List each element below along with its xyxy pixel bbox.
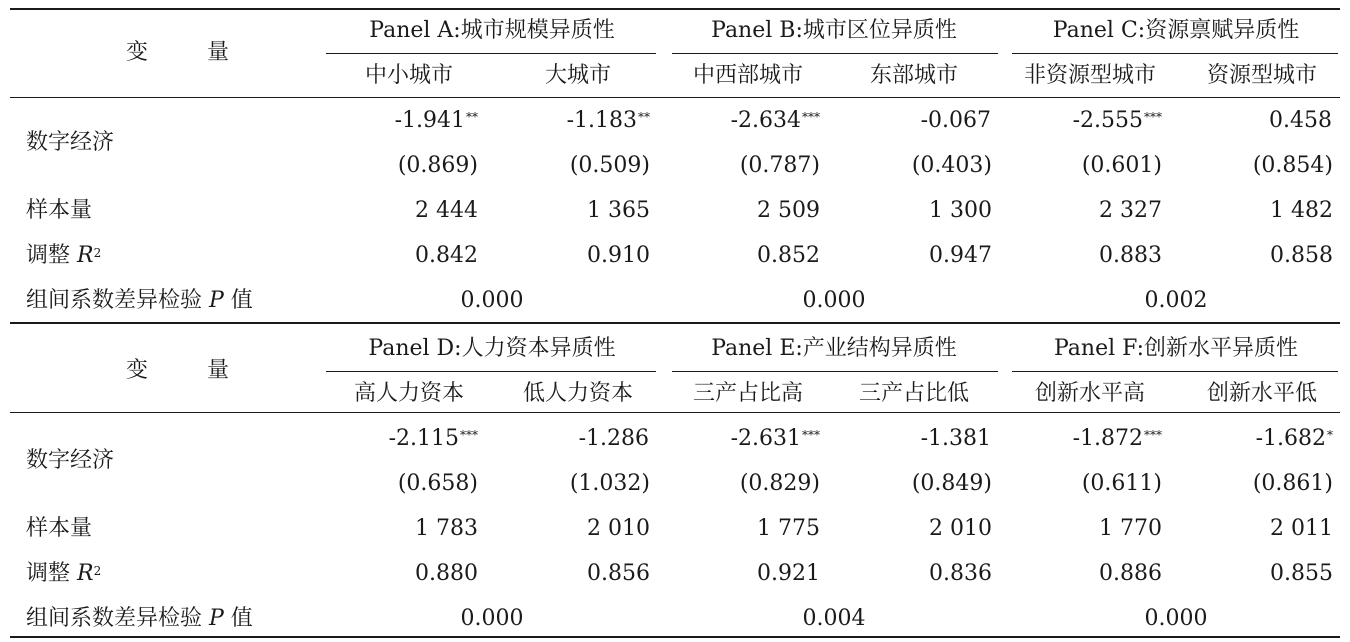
coef-cell	[1073, 424, 1162, 454]
std-error-cell: (0.509)	[569, 153, 650, 178]
panel-underline	[1012, 371, 1338, 372]
significance-stars: *	[1327, 428, 1333, 442]
coef-value: -2.634	[730, 108, 801, 133]
adj-r2-cell: 0.858	[1270, 243, 1333, 268]
coef-value: -1.286	[578, 426, 649, 451]
significance-stars: ***	[1144, 428, 1162, 442]
column-header: 东部城市	[869, 63, 958, 88]
sample-size-cell: 2 011	[1270, 516, 1333, 541]
column-header: 创新水平高	[1034, 381, 1145, 406]
coef-cell	[1256, 424, 1333, 454]
group-test-p-value: 0.000	[1144, 606, 1208, 631]
panel-underline	[1012, 53, 1338, 54]
row-label-adj-r2	[26, 241, 101, 271]
coef-value: -1.381	[920, 426, 991, 451]
adj-r2-cell: 0.947	[929, 243, 992, 268]
row-label-group-test	[26, 286, 253, 316]
column-header: 中西部城市	[692, 63, 803, 88]
std-error-cell: (0.861)	[1252, 471, 1333, 496]
group-test-p-value: 0.004	[802, 606, 866, 631]
panel-underline	[672, 371, 998, 372]
block1-header-rule	[10, 97, 1340, 98]
sample-size-cell: 1 482	[1270, 198, 1333, 223]
panel-title: Panel A:城市规模异质性	[369, 18, 615, 43]
row-label-digital: 数字经济	[26, 448, 115, 473]
std-error-cell: (0.611)	[1081, 471, 1162, 496]
sample-size-cell: 2 327	[1099, 198, 1162, 223]
sample-size-cell: 2 010	[587, 516, 650, 541]
column-header: 三产占比高	[692, 381, 803, 406]
panel-underline	[326, 53, 656, 54]
coef-cell	[395, 106, 478, 136]
adj-r2-cell: 0.883	[1099, 243, 1162, 268]
group-test-p-value: 0.000	[802, 288, 866, 313]
coef-value: -1.682	[1255, 426, 1326, 451]
adj-r2-superscript: 2	[93, 246, 102, 260]
row-label-sample: 样本量	[26, 516, 93, 541]
coef-cell	[731, 424, 820, 454]
adj-r2-symbol: R	[77, 243, 94, 268]
column-header: 低人力资本	[522, 381, 633, 406]
sample-size-cell: 2 509	[757, 198, 820, 223]
coef-value: -2.555	[1072, 108, 1143, 133]
bottom-rule	[10, 636, 1340, 638]
block-separator-rule	[10, 322, 1340, 324]
significance-stars: ***	[802, 110, 820, 124]
adj-r2-cell: 0.842	[415, 243, 478, 268]
coef-cell	[921, 424, 992, 454]
adj-r2-superscript: 2	[93, 564, 102, 578]
column-header: 资源型城市	[1206, 63, 1317, 88]
group-test-p-value: 0.000	[460, 606, 524, 631]
panel-title: Panel E:产业结构异质性	[711, 336, 957, 361]
adj-r2-prefix: 调整	[26, 243, 77, 268]
row-label-adj-r2	[26, 559, 101, 589]
coef-value: -2.115	[388, 426, 459, 451]
std-error-cell: (0.849)	[911, 471, 992, 496]
column-header: 创新水平低	[1206, 381, 1317, 406]
group-test-prefix: 组间系数差异检验	[26, 606, 209, 631]
panel-underline	[326, 371, 656, 372]
sample-size-cell: 1 770	[1099, 516, 1162, 541]
column-header: 中小城市	[364, 63, 453, 88]
row-label-sample: 样本量	[26, 198, 93, 223]
group-test-p-value: 0.002	[1144, 288, 1208, 313]
column-header: 高人力资本	[353, 381, 464, 406]
coef-cell	[921, 106, 992, 136]
panel-title: Panel D:人力资本异质性	[368, 336, 616, 361]
adj-r2-cell: 0.852	[757, 243, 820, 268]
significance-stars: **	[638, 110, 650, 124]
std-error-cell: (1.032)	[569, 471, 650, 496]
std-error-cell: (0.658)	[397, 471, 478, 496]
group-test-prefix: 组间系数差异检验	[26, 288, 209, 313]
adj-r2-cell: 0.910	[587, 243, 650, 268]
std-error-cell: (0.403)	[911, 153, 992, 178]
adj-r2-cell: 0.886	[1099, 561, 1162, 586]
sample-size-cell: 2 444	[415, 198, 478, 223]
coef-value: 0.458	[1269, 108, 1332, 133]
coef-cell	[731, 106, 820, 136]
row-label-digital: 数字经济	[26, 130, 115, 155]
significance-stars: ***	[1144, 110, 1162, 124]
coef-value: -1.183	[566, 108, 637, 133]
coef-value: -0.067	[920, 108, 991, 133]
significance-stars: ***	[460, 428, 478, 442]
sample-size-cell: 2 010	[929, 516, 992, 541]
sample-size-cell: 1 300	[929, 198, 992, 223]
std-error-cell: (0.829)	[739, 471, 820, 496]
coef-cell	[389, 424, 478, 454]
column-header: 大城市	[544, 63, 611, 88]
column-header: 非资源型城市	[1023, 63, 1156, 88]
adj-r2-cell: 0.836	[929, 561, 992, 586]
coef-value: -1.872	[1072, 426, 1143, 451]
group-test-suffix: 值	[223, 288, 253, 313]
adj-r2-symbol: R	[77, 561, 94, 586]
std-error-cell: (0.787)	[739, 153, 820, 178]
coef-cell	[1269, 106, 1333, 136]
std-error-cell: (0.869)	[397, 153, 478, 178]
group-test-p-symbol: P	[209, 606, 224, 631]
group-test-p-symbol: P	[209, 288, 224, 313]
significance-stars: ***	[802, 428, 820, 442]
coef-cell	[567, 106, 650, 136]
panel-underline	[672, 53, 998, 54]
adj-r2-cell: 0.855	[1270, 561, 1333, 586]
sample-size-cell: 1 783	[415, 516, 478, 541]
coef-value: -1.941	[394, 108, 465, 133]
adj-r2-prefix: 调整	[26, 561, 77, 586]
column-header: 三产占比低	[858, 381, 969, 406]
std-error-cell: (0.601)	[1081, 153, 1162, 178]
top-rule	[10, 8, 1340, 10]
adj-r2-cell: 0.856	[587, 561, 650, 586]
adj-r2-cell: 0.921	[757, 561, 820, 586]
variable-header: 变 量	[126, 40, 255, 65]
group-test-suffix: 值	[223, 606, 253, 631]
group-test-p-value: 0.000	[460, 288, 524, 313]
block2-header-rule	[10, 412, 1340, 413]
coef-cell	[579, 424, 650, 454]
variable-header: 变 量	[126, 358, 255, 383]
std-error-cell: (0.854)	[1252, 153, 1333, 178]
significance-stars: **	[466, 110, 478, 124]
coef-cell	[1073, 106, 1162, 136]
sample-size-cell: 1 365	[587, 198, 650, 223]
panel-title: Panel C:资源禀赋异质性	[1052, 18, 1300, 43]
sample-size-cell: 1 775	[757, 516, 820, 541]
panel-title: Panel B:城市区位异质性	[711, 18, 957, 43]
row-label-group-test	[26, 604, 253, 634]
panel-title: Panel F:创新水平异质性	[1053, 336, 1299, 361]
adj-r2-cell: 0.880	[415, 561, 478, 586]
coef-value: -2.631	[730, 426, 801, 451]
